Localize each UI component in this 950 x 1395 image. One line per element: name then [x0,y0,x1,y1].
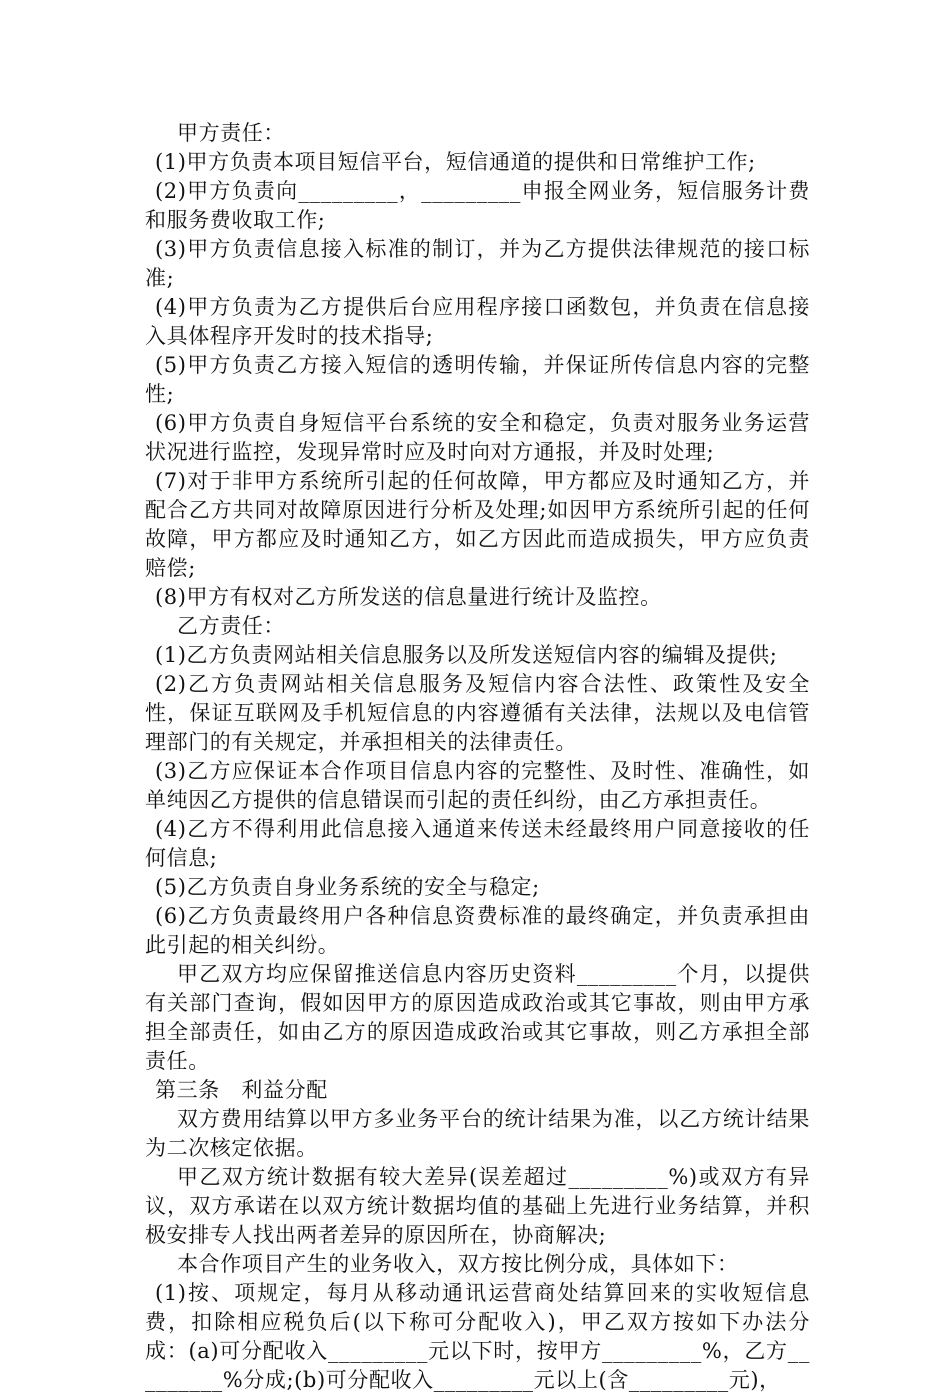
paragraph: (4)乙方不得利用此信息接入通道来传送未经最终用户同意接收的任何信息; [145,817,810,870]
paragraph: (6)乙方负责最终用户各种信息资费标准的最终确定，并负责承担由此引起的相关纠纷。 [145,904,810,957]
paragraph: (6)甲方负责自身短信平台系统的安全和稳定，负责对服务业务运营状况进行监控，发现异常时应及时向对方通报，并及时处理; [145,411,810,464]
paragraph: (7)对于非甲方系统所引起的任何故障，甲方都应及时通知乙方，并配合乙方共同对故障原因进行分析及处理;如因甲方系统所引起的任何故障，甲方都应及时通知乙方，如乙方因此而造成损失，甲方应负责赔偿; [145,469,810,580]
paragraph: (1)按、项规定，每月从移动通讯运营商处结算回来的实收短信息费，扣除相应税负后(以下称可分配收入)，甲乙双方按如下办法分成：(a)可分配收入_________元以下时，按甲方_________%，乙方_________%分成;(b)可分配收入_________元以上(含_________元)， [145,1281,810,1392]
paragraph: (3)乙方应保证本合作项目信息内容的完整性、及时性、准确性，如单纯因乙方提供的信息错误而引起的责任纠纷，由乙方承担责任。 [145,759,810,812]
paragraph: (1)乙方负责网站相关信息服务以及所发送短信内容的编辑及提供; [155,643,778,667]
paragraph: 甲乙双方统计数据有较大差异(误差超过_________%)或双方有异议，双方承诺在以双方统计数据均值的基础上先进行业务结算，并积极安排专人找出两者差异的原因所在，协商解决; [145,1165,810,1247]
section-heading-party-b: 乙方责任： [177,614,285,638]
paragraph: (2)乙方负责网站相关信息服务及短信内容合法性、政策性及安全性，保证互联网及手机短信息的内容遵循有关法律，法规以及电信管理部门的有关规定，并承担相关的法律责任。 [145,672,810,754]
section-heading-party-a: 甲方责任： [177,121,285,145]
paragraph: (4)甲方负责为乙方提供后台应用程序接口函数包，并负责在信息接入具体程序开发时的技术指导; [145,295,810,348]
paragraph: (2)甲方负责向_________，_________申报全网业务，短信服务计费和服务费收取工作; [145,179,810,232]
paragraph: 双方费用结算以甲方多业务平台的统计结果为准，以乙方统计结果为二次核定依据。 [145,1107,810,1160]
paragraph: (1)甲方负责本项目短信平台，短信通道的提供和日常维护工作; [155,150,756,174]
paragraph: 甲乙双方均应保留推送信息内容历史资料_________个月，以提供有关部门查询，假如因甲方的原因造成政治或其它事故，则由甲方承担全部责任，如由乙方的原因造成政治或其它事故，则乙方承担全部责任。 [145,962,810,1073]
document-body [145,119,810,1395]
article-heading: 第三条 利益分配 [155,1078,328,1102]
paragraph: (8)甲方有权对乙方所发送的信息量进行统计及监控。 [155,585,662,609]
paragraph: 本合作项目产生的业务收入，双方按比例分成，具体如下： [177,1252,739,1276]
paragraph: (5)乙方负责自身业务系统的安全与稳定; [155,875,540,899]
paragraph: (5)甲方负责乙方接入短信的透明传输，并保证所传信息内容的完整性; [145,353,810,406]
paragraph: (3)甲方负责信息接入标准的制订，并为乙方提供法律规范的接口标准; [145,237,810,290]
